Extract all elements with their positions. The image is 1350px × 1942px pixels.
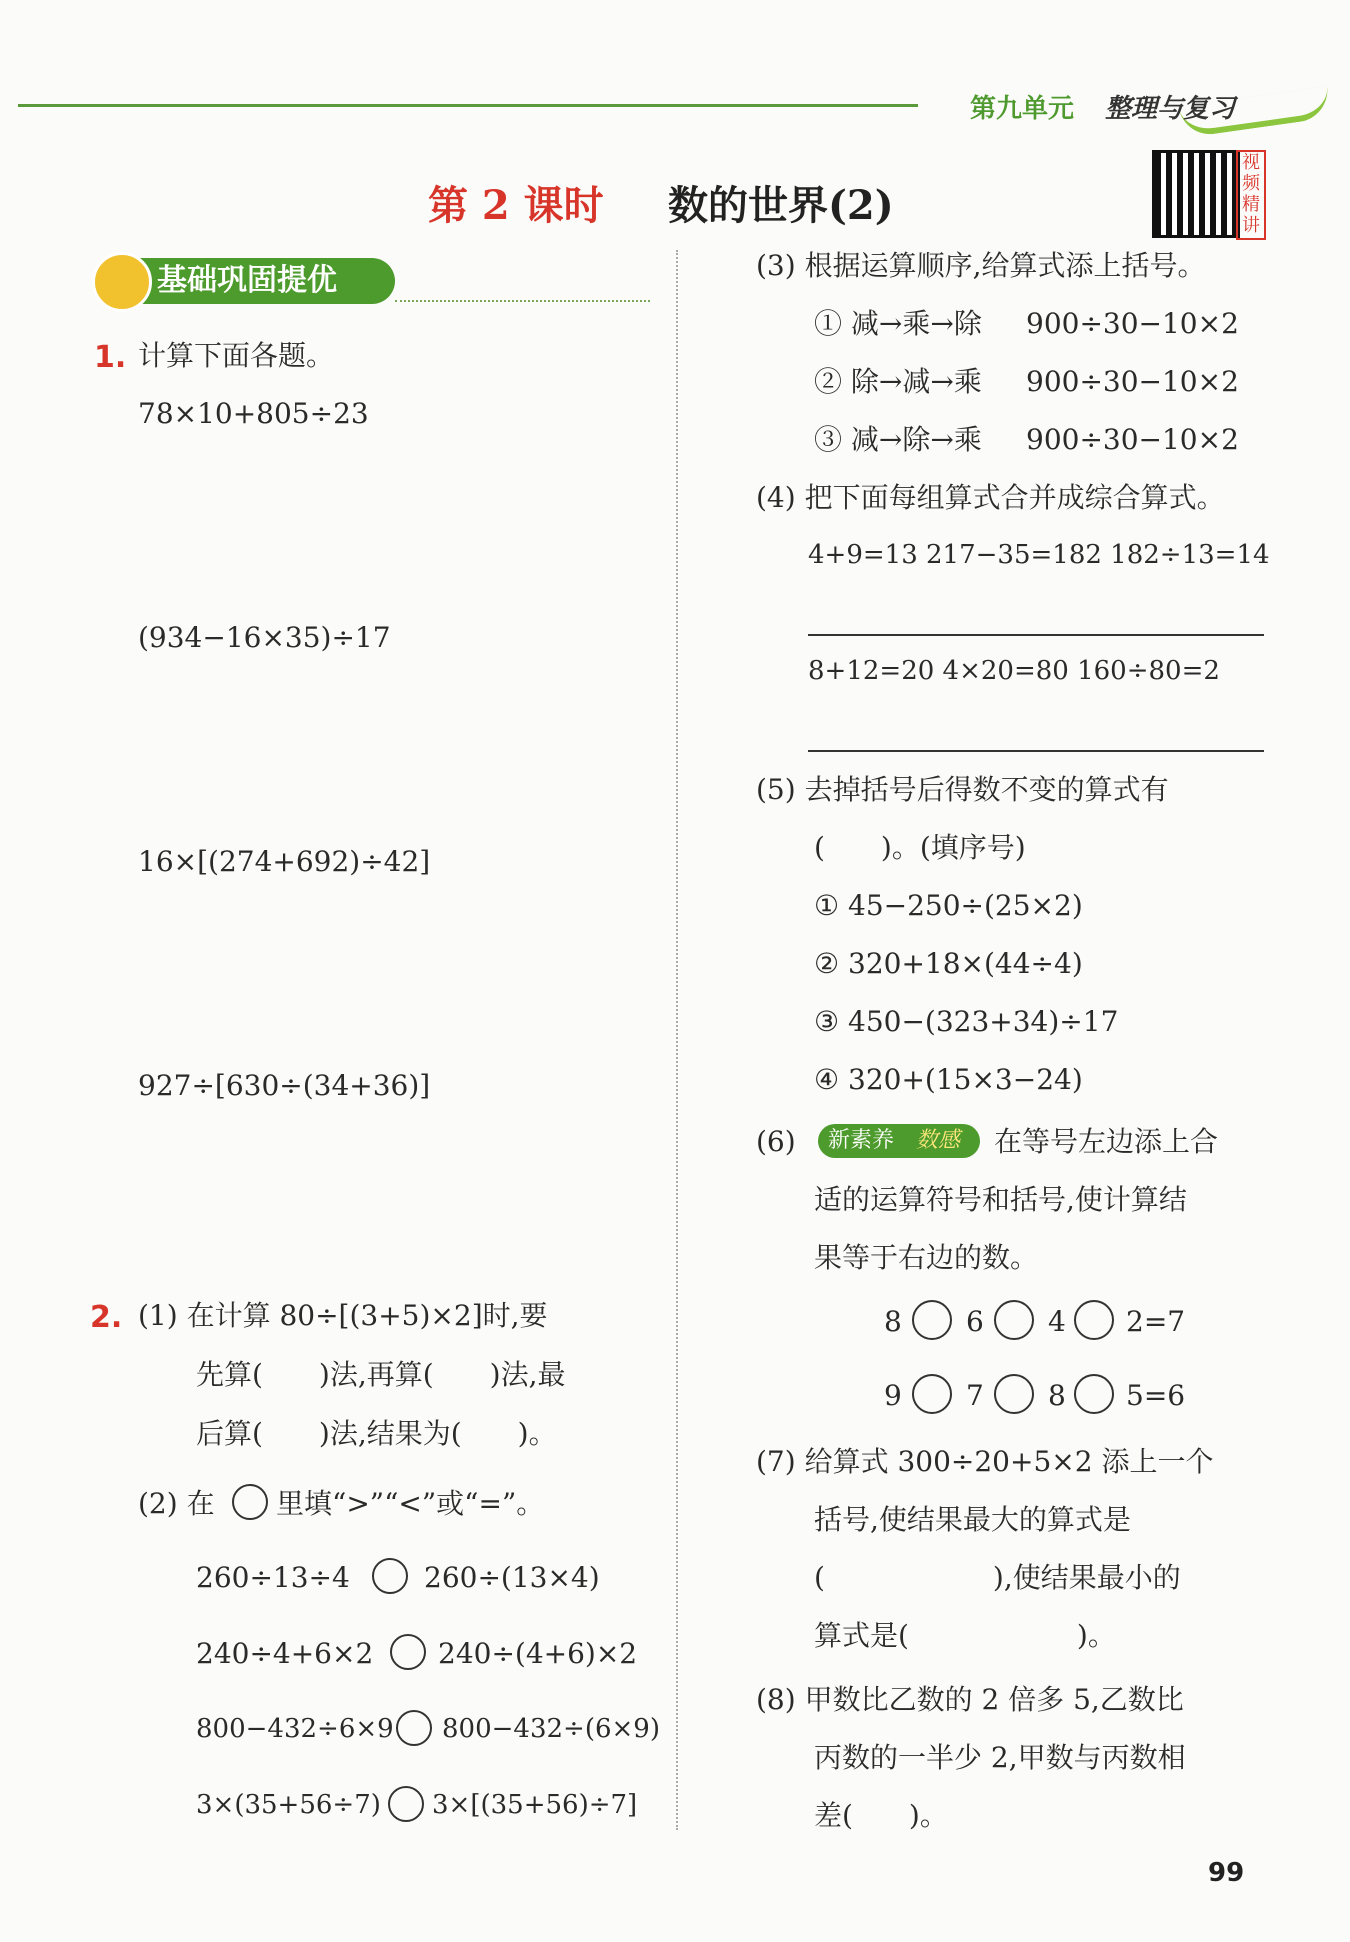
operator-circle[interactable]	[1074, 1374, 1114, 1414]
q2-p4-title: (4) 把下面每组算式合并成综合算式。	[756, 481, 1225, 514]
q1-item-3: 16×[(274+692)÷42]	[138, 845, 431, 878]
compare-circle-icon	[232, 1484, 268, 1520]
operator-circle[interactable]	[1074, 1300, 1114, 1340]
p3-order: ③ 减→除→乘	[814, 423, 982, 456]
compare-answer-circle[interactable]	[372, 1558, 408, 1594]
compare-answer-circle[interactable]	[396, 1710, 432, 1746]
p6-num: 4	[1048, 1305, 1066, 1338]
compare-answer-circle[interactable]	[388, 1786, 424, 1822]
unit-label: 第九单元	[970, 94, 1075, 124]
q2-p5-line2: ( )。(填序号)	[814, 831, 1026, 864]
qr-video-tag: 视频精讲	[1236, 150, 1266, 240]
compare-right: 800−432÷(6×9)	[442, 1714, 660, 1744]
p6-num: 9	[884, 1379, 902, 1412]
p5-item: ② 320+18×(44÷4)	[814, 947, 1083, 980]
new-literacy-badge	[818, 1124, 980, 1158]
q2-p8-line1: (8) 甲数比乙数的 2 倍多 5,乙数比	[756, 1683, 1184, 1716]
question-1-prompt: 计算下面各题。	[138, 339, 335, 372]
operator-circle[interactable]	[994, 1300, 1034, 1340]
badge-text-b: 数感	[916, 1128, 961, 1153]
q2-p8-line3: 差( )。	[814, 1799, 948, 1832]
p3-order: ② 除→减→乘	[814, 365, 982, 398]
badge-text-a: 新素养	[828, 1128, 895, 1153]
compare-answer-circle[interactable]	[390, 1634, 426, 1670]
q2-p8-line2: 丙数的一半少 2,甲数与丙数相	[814, 1741, 1186, 1774]
qr-code[interactable]	[1152, 150, 1240, 238]
q2-p1-line2: 先算( )法,再算( )法,最	[196, 1358, 566, 1391]
q2-p3-title: (3) 根据运算顺序,给算式添上括号。	[756, 249, 1206, 282]
q2-p6-line2: 适的运算符号和括号,使计算结	[814, 1183, 1187, 1216]
operator-circle[interactable]	[994, 1374, 1034, 1414]
sprout-icon	[92, 252, 152, 312]
p5-item: ④ 320+(15×3−24)	[814, 1063, 1083, 1096]
p3-expr: 900÷30−10×2	[1026, 307, 1239, 340]
compare-left: 240÷4+6×2	[196, 1637, 374, 1670]
q2-p1-line1: (1) 在计算 80÷[(3+5)×2]时,要	[138, 1299, 548, 1332]
compare-left: 260÷13÷4	[196, 1561, 350, 1594]
question-2-number: 2.	[90, 1300, 123, 1335]
section-label: 整理与复习	[1105, 94, 1236, 124]
badge-dotted-rule	[395, 300, 650, 302]
compare-right: 3×[(35+56)÷7]	[432, 1790, 638, 1820]
q2-p5-line1: (5) 去掉括号后得数不变的算式有	[756, 773, 1169, 806]
p6-result: 2=7	[1126, 1305, 1186, 1338]
q2-p6-label: (6)	[756, 1125, 796, 1158]
answer-line[interactable]	[808, 750, 1264, 752]
section-badge: 基础巩固提优	[95, 258, 395, 304]
lesson-number: 第 2 课时	[428, 182, 604, 229]
p4-group-2: 8+12=20 4×20=80 160÷80=2	[808, 656, 1220, 686]
q1-item-2: (934−16×35)÷17	[138, 621, 391, 654]
q2-p6-line1: 在等号左边添上合	[994, 1125, 1219, 1158]
p6-num: 7	[966, 1379, 984, 1412]
operator-circle[interactable]	[912, 1300, 952, 1340]
p3-expr: 900÷30−10×2	[1026, 365, 1239, 398]
q2-p7-line2: 括号,使结果最大的算式是	[814, 1503, 1131, 1536]
q2-p7-line1: (7) 给算式 300÷20+5×2 添上一个	[756, 1445, 1214, 1478]
p5-item: ① 45−250÷(25×2)	[814, 889, 1083, 922]
p5-item: ③ 450−(323+34)÷17	[814, 1005, 1119, 1038]
compare-left: 3×(35+56÷7)	[196, 1790, 381, 1820]
page-number: 99	[1208, 1858, 1245, 1888]
p4-group-1: 4+9=13 217−35=182 182÷13=14	[808, 540, 1270, 570]
compare-right: 260÷(13×4)	[424, 1561, 600, 1594]
header-rule	[18, 104, 918, 107]
q1-item-1: 78×10+805÷23	[138, 397, 369, 430]
compare-left: 800−432÷6×9	[196, 1714, 394, 1744]
p3-expr: 900÷30−10×2	[1026, 423, 1239, 456]
q2-p7-line4: 算式是( )。	[814, 1619, 1116, 1652]
answer-line[interactable]	[808, 634, 1264, 636]
operator-circle[interactable]	[912, 1374, 952, 1414]
p6-num: 6	[966, 1305, 984, 1338]
p6-num: 8	[1048, 1379, 1066, 1412]
q2-p7-line3: ( ),使结果最小的	[814, 1561, 1181, 1594]
q1-item-4: 927÷[630÷(34+36)]	[138, 1069, 431, 1102]
q2-p1-line3: 后算( )法,结果为( )。	[196, 1417, 557, 1450]
p3-order: ① 减→乘→除	[814, 307, 982, 340]
question-1-number: 1.	[94, 340, 127, 375]
compare-right: 240÷(4+6)×2	[438, 1637, 638, 1670]
page-title: 数的世界(2)	[668, 182, 894, 229]
q2-p6-line3: 果等于右边的数。	[814, 1241, 1039, 1274]
p6-result: 5=6	[1126, 1379, 1186, 1412]
q2-p2-prefix: (2) 在	[138, 1487, 215, 1520]
column-divider	[676, 250, 678, 1830]
q2-p2-suffix: 里填“>”“<”或“=”。	[276, 1487, 545, 1520]
p6-num: 8	[884, 1305, 902, 1338]
